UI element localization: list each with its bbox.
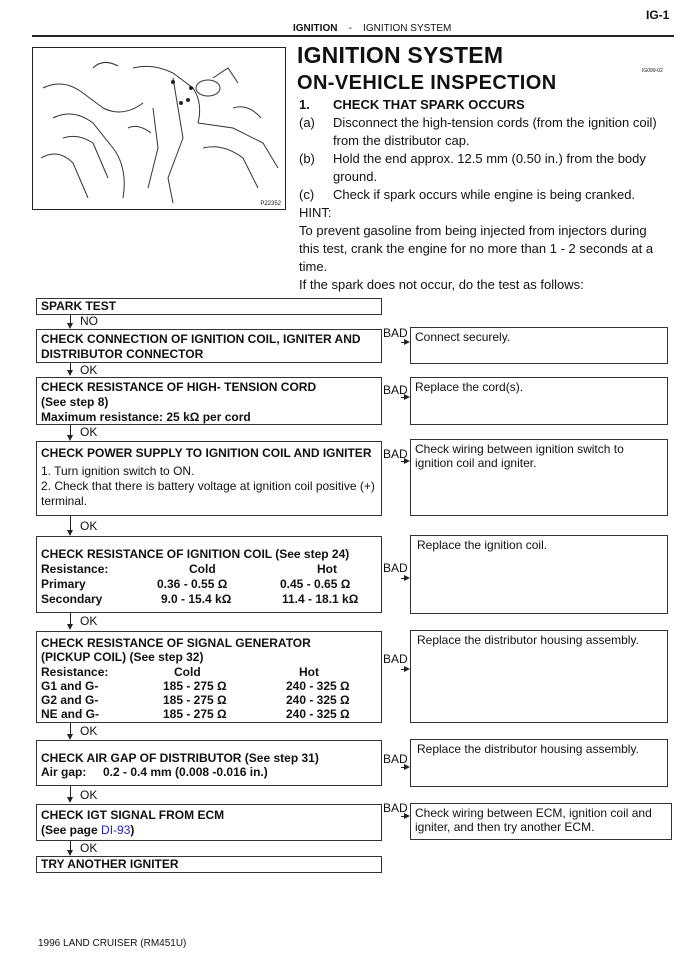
try-another-igniter-box <box>36 856 382 873</box>
step1-title: CHECK THAT SPARK OCCURS <box>333 97 525 112</box>
box6-line1: CHECK AIR GAP OF DISTRIBUTOR (See step 31) <box>41 751 319 765</box>
bad-label: BAD <box>383 801 408 815</box>
check-igt-signal-box <box>36 804 382 841</box>
box3-line2: 1. Turn ignition switch to ON. <box>41 464 195 478</box>
box5-line2: (PICKUP COIL) (See step 32) <box>41 650 204 664</box>
spark-test-box <box>36 298 382 315</box>
box5-row-name: G2 and G- <box>41 693 99 707</box>
check-cord-box <box>36 377 382 425</box>
down-arrow-icon <box>67 624 73 630</box>
ok-label: OK <box>80 841 98 855</box>
step-c-letter: (c) <box>299 187 315 202</box>
step-b-letter: (b) <box>299 151 315 166</box>
hint-line2: this test, crank the engine for no more than 1 - 2 seconds at a <box>299 241 654 256</box>
down-arrow-icon <box>67 797 73 803</box>
bad-label: BAD <box>383 561 408 575</box>
box5-row-cold: Cold <box>174 665 201 679</box>
box2-line2: (See step 8) <box>41 395 109 409</box>
hint-label: HINT: <box>299 205 332 220</box>
check-air-gap-box <box>36 740 382 786</box>
bad-label: BAD <box>383 326 408 340</box>
check-signal-generator-box <box>36 631 382 723</box>
box4-row-hot: 0.45 - 0.65 Ω <box>280 577 351 591</box>
box5-row-cold: 185 - 275 Ω <box>163 679 227 693</box>
header-section-name: IGNITION SYSTEM <box>363 23 452 34</box>
box4-row-cold: Cold <box>189 562 216 576</box>
box4-line1: CHECK RESISTANCE OF IGNITION COIL (See step 24) <box>41 547 350 561</box>
box5-row-name: NE and G- <box>41 707 100 721</box>
box5-row-hot: 240 - 325 Ω <box>286 707 350 721</box>
box2-line1: CHECK RESISTANCE OF HIGH- TENSION CORD <box>41 380 317 394</box>
box7-line1: CHECK IGT SIGNAL FROM ECM <box>41 808 225 822</box>
box5-row-hot: 240 - 325 Ω <box>286 693 350 707</box>
page-subtitle: ON-VEHICLE INSPECTION <box>297 72 557 94</box>
box4-row-name: Secondary <box>41 592 103 606</box>
box3-line3: 2. Check that there is battery voltage at ignition coil positive (+) <box>41 479 375 493</box>
ok-label: OK <box>80 363 98 377</box>
box4-row-cold: 9.0 - 15.4 kΩ <box>161 592 232 606</box>
result-box-2: Replace the cord(s). <box>410 377 668 425</box>
header-rule <box>32 35 674 37</box>
box5-row-hot: Hot <box>299 665 319 679</box>
down-arrow-icon <box>67 370 73 376</box>
step-c-line1: Check if spark occurs while engine is being cranked. <box>333 187 636 202</box>
running-header <box>293 23 451 34</box>
step-a-line1: Disconnect the high-tension cords (from the ignition coil) <box>333 115 657 130</box>
check-ignition-coil-box <box>36 536 382 613</box>
box4-row-name: Primary <box>41 577 86 591</box>
ok-label: OK <box>80 519 98 533</box>
box4-row-hot: 11.4 - 18.1 kΩ <box>282 592 359 606</box>
check-power-supply-box <box>36 441 382 516</box>
hint-line4: If the spark does not occur, do the test as follows: <box>299 277 584 292</box>
result-box-5: Replace the distributor housing assembly. <box>410 630 668 723</box>
box7-line2 <box>41 823 377 838</box>
page-link-di-93[interactable]: DI-93 <box>101 823 131 837</box>
box1-line2: DISTRIBUTOR CONNECTOR <box>41 347 204 361</box>
box4-row-name: Resistance: <box>41 562 109 576</box>
ok-label: OK <box>80 724 98 738</box>
bad-label: BAD <box>383 652 408 666</box>
doc-code: IG099-02 <box>642 68 663 74</box>
page-title: IGNITION SYSTEM <box>297 42 504 68</box>
box6-line2: Air gap: 0.2 - 0.4 mm (0.008 -0.016 in.) <box>41 765 268 779</box>
bad-label: BAD <box>383 752 408 766</box>
hint-line1: To prevent gasoline from being injected from injectors during <box>299 223 647 238</box>
spark-test-label: SPARK TEST <box>41 299 117 313</box>
result-box-4: Replace the ignition coil. <box>410 535 668 614</box>
box3-line1: CHECK POWER SUPPLY TO IGNITION COIL AND IGNITER <box>41 446 372 460</box>
box5-row-hot: 240 - 325 Ω <box>286 679 350 693</box>
step-a-line2: from the distributor cap. <box>333 133 470 148</box>
box8-line1: TRY ANOTHER IGNITER <box>41 857 179 871</box>
ok-label: OK <box>80 425 98 439</box>
box1-line1: CHECK CONNECTION OF IGNITION COIL, IGNITER AND <box>41 332 361 346</box>
illustration-label: P22352 <box>260 201 281 207</box>
box2-line3: Maximum resistance: 25 kΩ per cord <box>41 410 251 424</box>
bad-label: BAD <box>383 447 408 461</box>
bad-label: BAD <box>383 383 408 397</box>
ok-label: OK <box>80 788 98 802</box>
box4-row-cold: 0.36 - 0.55 Ω <box>157 577 228 591</box>
result-box-3: Check wiring between ignition switch to ignition coil and igniter. <box>410 439 668 516</box>
check-connection-box <box>36 329 382 363</box>
hint-line3: time. <box>299 259 328 274</box>
step-b-line2: ground. <box>333 169 378 184</box>
box5-row-name: G1 and G- <box>41 679 99 693</box>
box7-see-page: (See page <box>41 823 102 837</box>
box7-close-paren: ) <box>130 823 135 837</box>
box5-row-cold: 185 - 275 Ω <box>163 707 227 721</box>
box4-row-hot: Hot <box>317 562 337 576</box>
step-b-line1: Hold the end approx. 12.5 mm (0.50 in.) from the body <box>333 151 646 166</box>
page-number: IG-1 <box>646 8 670 22</box>
connector-line <box>70 516 71 531</box>
box5-row-name: Resistance: <box>41 665 109 679</box>
result-box-7: Check wiring between ECM, ignition coil and igniter, and then try another ECM. <box>410 803 672 840</box>
no-label: NO <box>80 314 98 328</box>
distributor-drawing <box>33 48 285 209</box>
box3-line4: terminal. <box>41 494 88 508</box>
box5-row-cold: 185 - 275 Ω <box>163 693 227 707</box>
footer: 1996 LAND CRUISER (RM451U) <box>38 938 187 949</box>
box5-line1: CHECK RESISTANCE OF SIGNAL GENERATOR <box>41 636 311 650</box>
step1-num: 1. <box>299 97 310 112</box>
header-section: IGNITION <box>293 23 338 34</box>
header-separator: - <box>348 23 352 34</box>
ok-label: OK <box>80 614 98 628</box>
engine-illustration <box>32 47 286 210</box>
result-box-1: Connect securely. <box>410 327 668 364</box>
step-a-letter: (a) <box>299 115 315 130</box>
result-box-6: Replace the distributor housing assembly. <box>410 739 668 787</box>
